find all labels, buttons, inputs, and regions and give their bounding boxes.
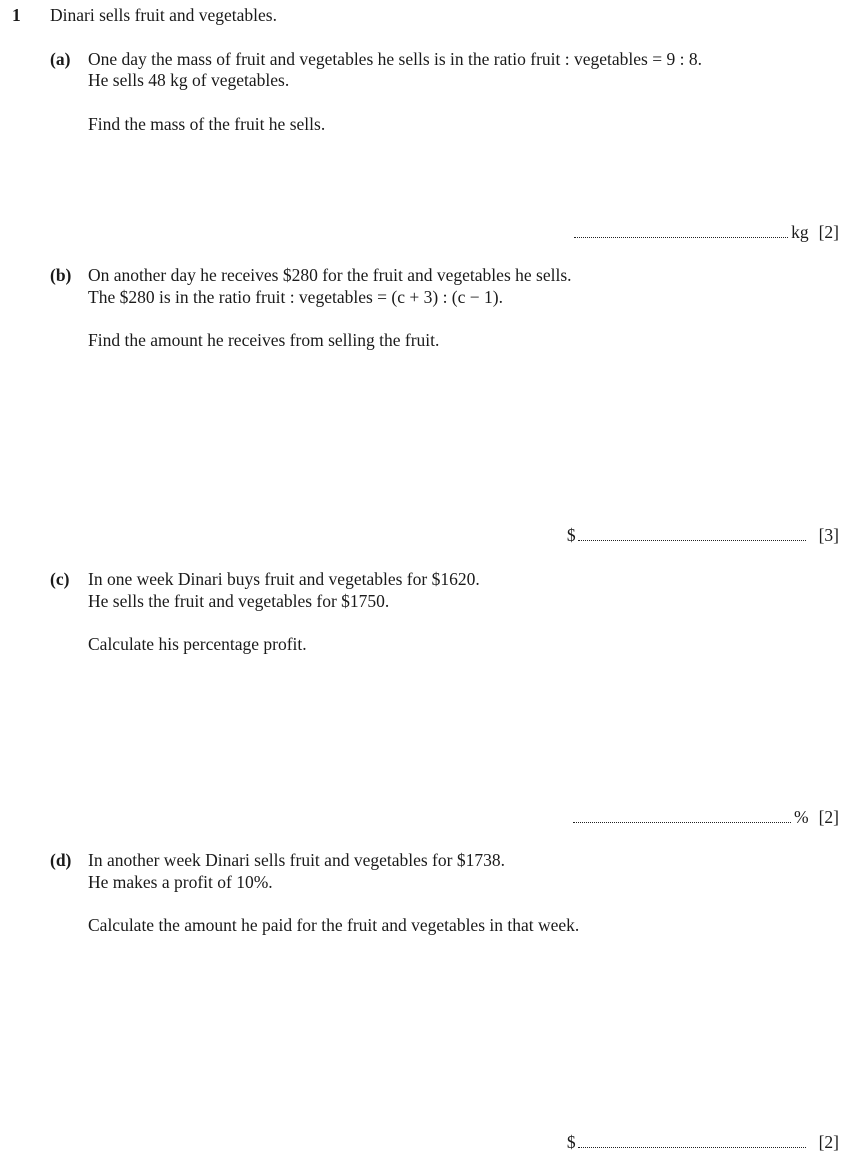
part-a-line-2: He sells 48 kg of vegetables. [88, 70, 290, 90]
part-d-line-2: He makes a profit of 10%. [88, 872, 273, 892]
question-number: 1 [12, 5, 21, 25]
part-c-line-2: He sells the fruit and vegetables for $1750. [88, 591, 390, 611]
part-a-answer-space[interactable] [574, 236, 788, 238]
part-b-label: (b) [50, 265, 72, 285]
part-c-label: (c) [50, 569, 70, 589]
part-c-answer-space[interactable] [573, 821, 791, 823]
part-a-label: (a) [50, 49, 71, 69]
part-a-answer-unit: kg [791, 222, 809, 242]
part-b-answer-prefix: $ [566, 525, 576, 545]
part-d-task: Calculate the amount he paid for the fruit and vegetables in that week. [88, 915, 580, 935]
part-d-marks: [2] [818, 1132, 839, 1152]
part-b-line-2: The $280 is in the ratio fruit : vegetables = (c + 3) : (c − 1). [88, 287, 503, 307]
part-a-marks: [2] [818, 222, 839, 242]
part-d-answer-space[interactable] [578, 1146, 806, 1148]
part-c-answer-line [571, 806, 839, 828]
part-b-answer-space[interactable] [578, 539, 806, 541]
part-b-task: Find the amount he receives from selling the fruit. [88, 330, 440, 350]
question-intro: Dinari sells fruit and vegetables. [50, 5, 277, 25]
part-c-marks: [2] [818, 807, 839, 827]
part-d-answer-line [567, 1131, 839, 1153]
part-a-answer-line [572, 221, 839, 243]
part-c-answer-unit: % [794, 807, 809, 827]
part-a-task: Find the mass of the fruit he sells. [88, 114, 326, 134]
part-b-answer-line [567, 524, 839, 546]
part-b-marks: [3] [818, 525, 839, 545]
part-c-task: Calculate his percentage profit. [88, 634, 307, 654]
part-b-line-1: On another day he receives $280 for the fruit and vegetables he sells. [88, 265, 572, 285]
part-a-line-1: One day the mass of fruit and vegetables he sells is in the ratio fruit : vegetables = 9 : 8. [88, 49, 702, 69]
part-d-line-1: In another week Dinari sells fruit and vegetables for $1738. [88, 850, 505, 870]
part-d-label: (d) [50, 850, 72, 870]
part-d-answer-prefix: $ [566, 1132, 576, 1152]
part-c-line-1: In one week Dinari buys fruit and vegetables for $1620. [88, 569, 480, 589]
